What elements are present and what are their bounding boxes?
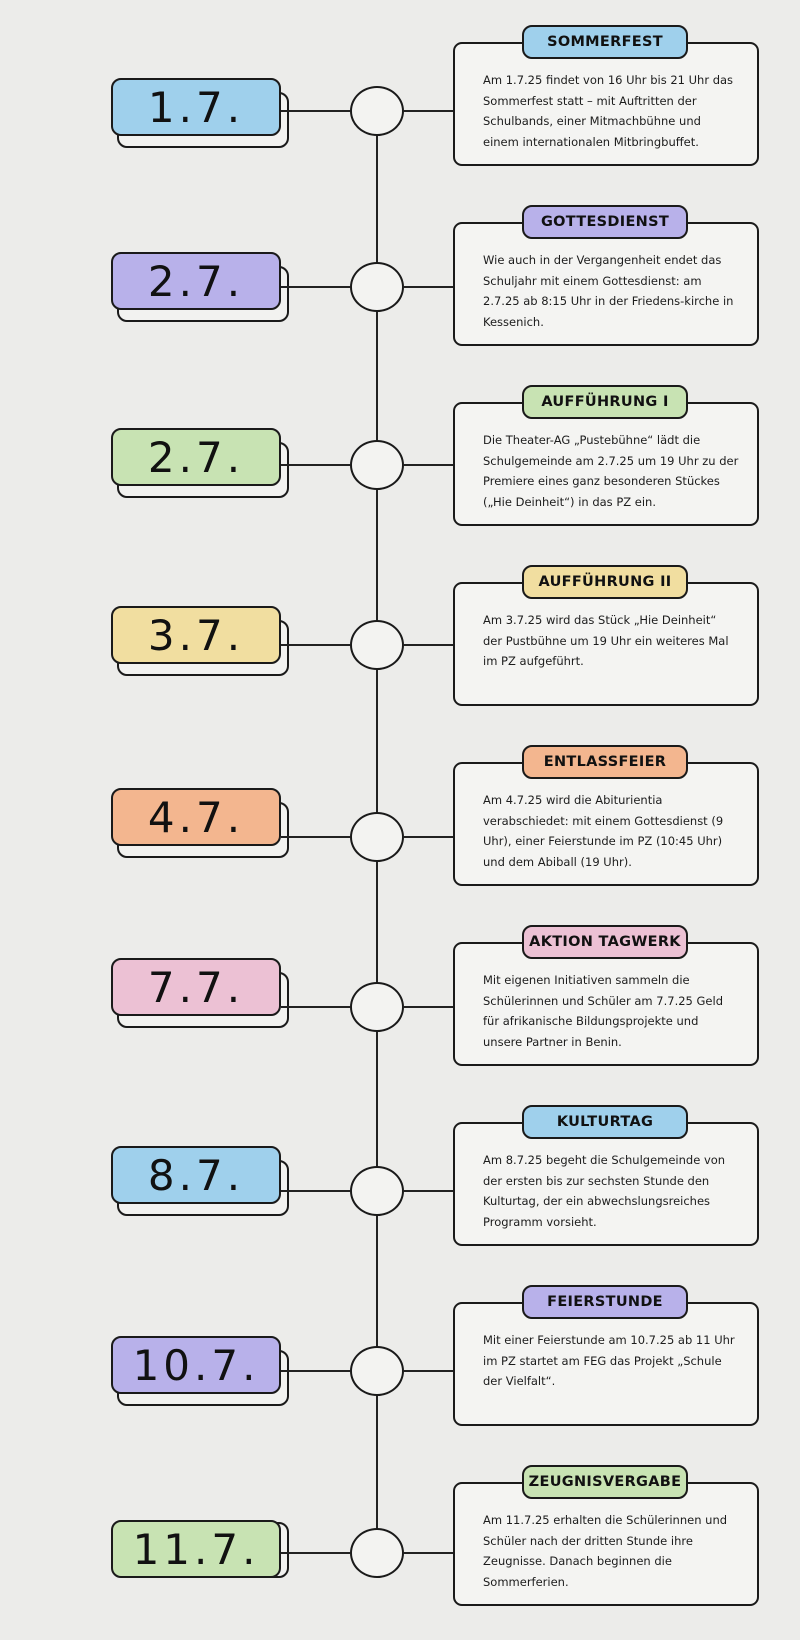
timeline-row: [0, 1460, 800, 1640]
timeline-node: [350, 1346, 404, 1396]
timeline-row: [0, 380, 800, 560]
event-title: AKTION TAGWERK: [522, 925, 688, 959]
timeline-node: [350, 982, 404, 1032]
timeline-node: [350, 620, 404, 670]
connector-right: [404, 644, 453, 646]
timeline-row: [0, 200, 800, 380]
event-title: FEIERSTUNDE: [522, 1285, 688, 1319]
event-card: [453, 582, 759, 706]
event-card: [453, 1122, 759, 1246]
event-description: Am 1.7.25 findet von 16 Uhr bis 21 Uhr das Sommerfest statt – mit Auftritten der Schulbands, einer Mitmachbühne und einem internationalen Mitbringbuffet.: [483, 73, 734, 149]
timeline-node: [350, 440, 404, 490]
connector-left: [281, 1006, 350, 1008]
connector-right: [404, 1552, 453, 1554]
connector-right: [404, 110, 453, 112]
connector-left: [281, 110, 350, 112]
date-badge: 2.7.: [111, 428, 281, 486]
event-description: Mit einer Feierstunde am 10.7.25 ab 11 Uhr im PZ startet am FEG das Projekt „Schule der Vielfalt“.: [483, 1333, 735, 1388]
connector-left: [281, 464, 350, 466]
event-description: Am 4.7.25 wird die Abiturientia verabschiedet: mit einem Gottesdienst (9 Uhr), einer Feierstunde im PZ (10:45 Uhr) und dem Abiball (19 Uhr).: [483, 793, 724, 869]
timeline-row: [0, 1280, 800, 1460]
event-description: Am 11.7.25 erhalten die Schülerinnen und Schüler nach der dritten Stunde ihre Zeugnisse. Danach beginnen die Sommerferien.: [483, 1513, 728, 1589]
event-description: Am 8.7.25 begeht die Schulgemeinde von der ersten bis zur sechsten Stunde den Kulturtag, der ein abwechslungsreiches Programm vorsieht.: [483, 1153, 726, 1229]
date-badge: 8.7.: [111, 1146, 281, 1204]
event-card: [453, 42, 759, 166]
event-card: [453, 402, 759, 526]
event-description: Am 3.7.25 wird das Stück „Hie Deinheit“ der Pustbühne um 19 Uhr ein weiteres Mal im PZ aufgeführt.: [483, 613, 729, 668]
connector-left: [281, 286, 350, 288]
event-description: Wie auch in der Vergangenheit endet das Schuljahr mit einem Gottesdienst: am 2.7.25 ab 8:15 Uhr in der Friedens-kirche in Kessenich.: [483, 253, 734, 329]
event-title: ZEUGNISVERGABE: [522, 1465, 688, 1499]
date-badge: 3.7.: [111, 606, 281, 664]
event-title: KULTURTAG: [522, 1105, 688, 1139]
date-badge: 2.7.: [111, 252, 281, 310]
timeline-node: [350, 1166, 404, 1216]
connector-left: [281, 1370, 350, 1372]
connector-right: [404, 1370, 453, 1372]
timeline-row: [0, 560, 800, 740]
event-description: Die Theater-AG „Pustebühne“ lädt die Schulgemeinde am 2.7.25 um 19 Uhr zu der Premiere eines ganz besonderen Stückes („Hie Deinheit“) in das PZ ein.: [483, 433, 739, 509]
timeline-row: [0, 1100, 800, 1280]
date-badge: 1.7.: [111, 78, 281, 136]
connector-right: [404, 464, 453, 466]
connector-left: [281, 644, 350, 646]
event-card: [453, 1482, 759, 1606]
event-card: [453, 762, 759, 886]
event-title: GOTTESDIENST: [522, 205, 688, 239]
event-title: SOMMERFEST: [522, 25, 688, 59]
connector-right: [404, 1006, 453, 1008]
date-badge: 4.7.: [111, 788, 281, 846]
connector-left: [281, 836, 350, 838]
timeline-row: [0, 740, 800, 920]
event-card: [453, 222, 759, 346]
event-title: ENTLASSFEIER: [522, 745, 688, 779]
event-card: [453, 942, 759, 1066]
timeline-node: [350, 812, 404, 862]
event-title: AUFFÜHRUNG I: [522, 385, 688, 419]
date-badge: 7.7.: [111, 958, 281, 1016]
connector-right: [404, 836, 453, 838]
event-description: Mit eigenen Initiativen sammeln die Schülerinnen und Schüler am 7.7.25 Geld für afrikanische Bildungsprojekte und unsere Partner in Benin.: [483, 973, 723, 1049]
date-badge: 10.7.: [111, 1336, 281, 1394]
timeline-node: [350, 1528, 404, 1578]
connector-right: [404, 286, 453, 288]
timeline-node: [350, 86, 404, 136]
event-card: [453, 1302, 759, 1426]
event-title: AUFFÜHRUNG II: [522, 565, 688, 599]
timeline-node: [350, 262, 404, 312]
connector-right: [404, 1190, 453, 1192]
date-badge: 11.7.: [111, 1520, 281, 1578]
connector-left: [281, 1190, 350, 1192]
timeline-row: [0, 20, 800, 200]
connector-left: [281, 1552, 350, 1554]
timeline-row: [0, 920, 800, 1100]
